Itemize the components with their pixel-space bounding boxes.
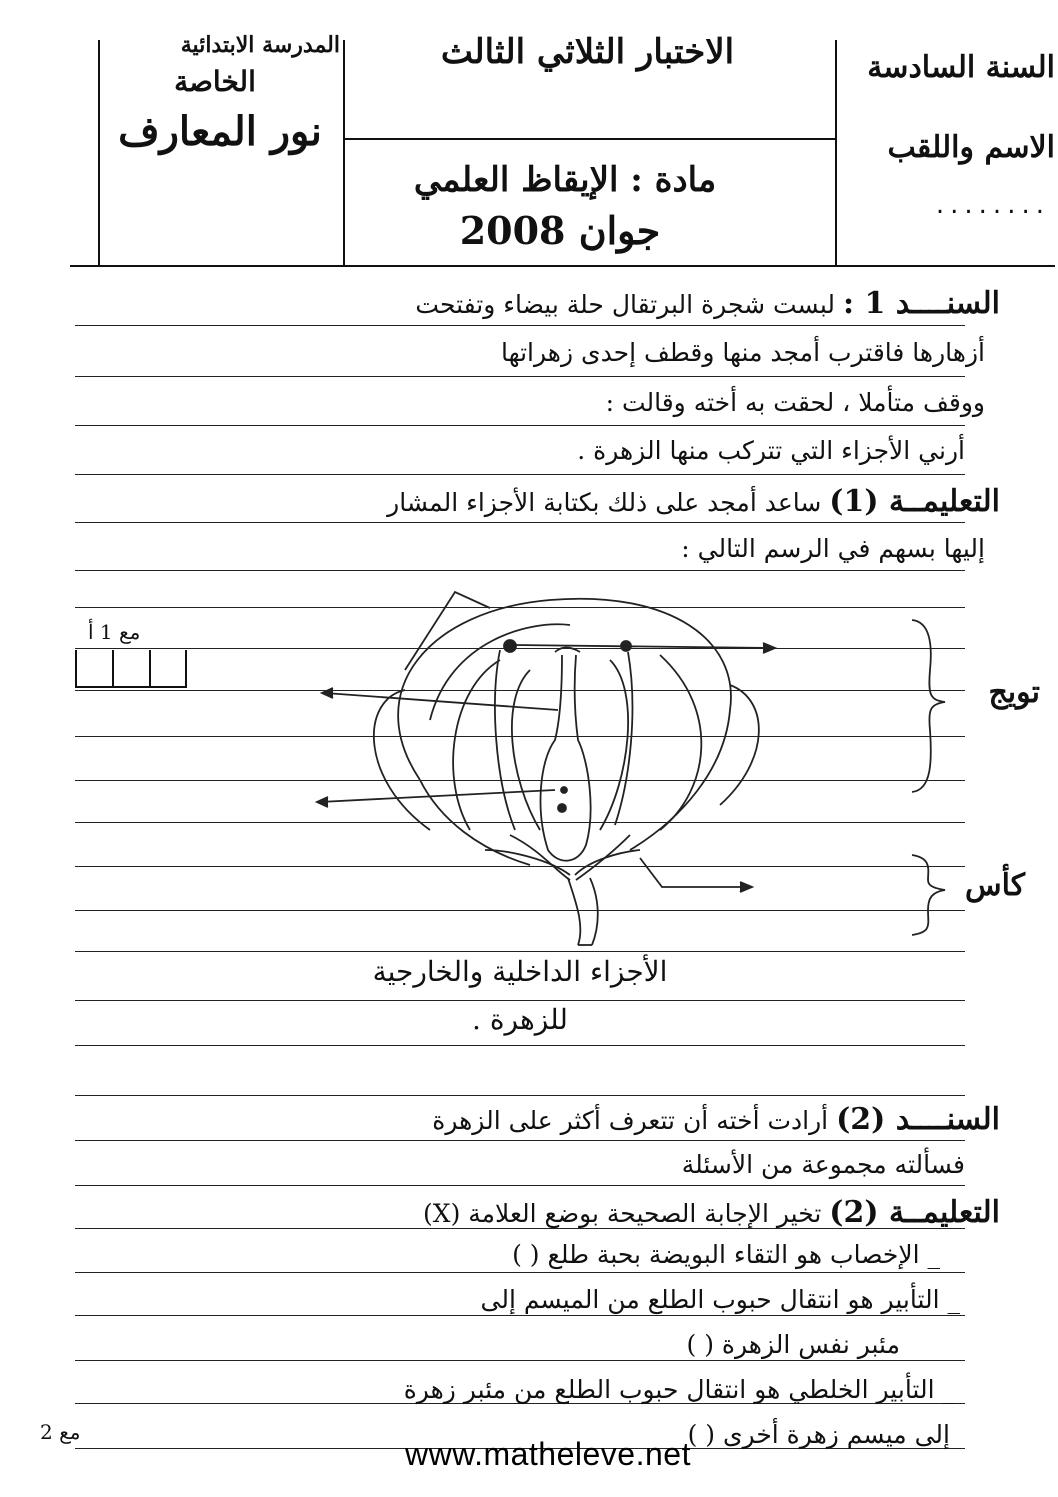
subject: مادة : الإيقاظ العلمي — [413, 160, 717, 200]
ruled-line — [75, 1095, 965, 1096]
task2-item-cross-pollination-cont: إلى ميسم زهرة أخرى ( ) — [687, 1420, 950, 1449]
task2-label: التعليمــة (2) — [829, 1195, 1000, 1230]
sanad1-line2: أزهارها فاقترب أمجد منها وقطف إحدى زهراتها — [500, 338, 985, 367]
score-box-label: مع 1 أ — [88, 620, 141, 644]
school-line2: الخاصة — [174, 65, 256, 98]
ruled-line — [75, 522, 965, 523]
diagram-caption-line2: للزهرة . — [472, 1003, 568, 1036]
header-divider — [343, 138, 835, 140]
header-bottom-border — [70, 265, 1055, 267]
watermark-url: www.matheleve.net — [405, 1436, 691, 1472]
task2-item-pollination-cont: مئبر نفس الزهرة ( ) — [686, 1330, 900, 1359]
task1-label: التعليمــة (1) — [829, 484, 1000, 519]
ruled-line — [75, 1045, 965, 1046]
ruled-line — [75, 376, 965, 377]
exam-date: جوان 2008 — [459, 208, 661, 253]
ruled-line — [75, 1000, 965, 1001]
sanad1-line3: ووقف متأملا ، لحقت به أخته وقالت : — [605, 388, 985, 417]
score-box — [75, 650, 187, 688]
sanad2-line2: فسألته مجموعة من الأسئلة — [681, 1150, 965, 1179]
ruled-line — [75, 1315, 965, 1316]
header-border-mid-left — [343, 40, 345, 265]
school-line1: المدرسة الابتدائية — [180, 32, 340, 58]
ruled-line — [75, 1272, 965, 1273]
label-corolla: تويج — [988, 675, 1040, 710]
task2-item-pollination: _ التأبير هو انتقال حبوب الطلع من الميسم إلى — [480, 1285, 960, 1314]
ruled-line — [75, 1360, 965, 1361]
sanad2-line1: السنــــد (2) أرادت أخته أن تتعرف أكثر على الزهرة — [432, 1102, 1000, 1137]
flower-diagram — [300, 580, 980, 970]
sanad1-label: السنــــد 1 : — [842, 286, 1000, 321]
sanad2-label: السنــــد (2) — [836, 1102, 1000, 1137]
sanad1-line1: السنــــد 1 : لبست شجرة البرتقال حلة بيضاء وتفتحت — [415, 286, 1000, 321]
sanad1-line4: أرني الأجزاء التي تتركب منها الزهرة . — [577, 436, 965, 465]
label-calyx: كأس — [964, 868, 1025, 903]
exam-title: الاختبار الثلاثي الثالث — [440, 32, 735, 72]
ruled-line — [75, 325, 965, 326]
task2-line: التعليمــة (2) تخير الإجابة الصحيحة بوضع العلامة (X) — [422, 1195, 1000, 1230]
header-border-mid-right — [835, 40, 837, 265]
grade: السنة السادسة — [867, 50, 1055, 85]
ruled-line — [75, 570, 965, 571]
ruled-line — [75, 425, 965, 426]
task1-line1: التعليمــة (1) ساعد أمجد على ذلك بكتابة الأجزاء المشار — [387, 484, 1000, 519]
task1-line2: إليها بسهم في الرسم التالي : — [681, 534, 985, 563]
task2-item-cross-pollination: _ التأبير الخلطي هو انتقال حبوب الطلع من مئبر زهرة — [403, 1375, 955, 1404]
school-name: نور المعارف — [118, 108, 322, 155]
name-label: الاسم واللقب — [887, 130, 1055, 165]
diagram-caption-line1: الأجزاء الداخلية والخارجية — [372, 955, 668, 988]
name-field: ........ — [935, 190, 1050, 220]
ruled-line — [75, 1185, 965, 1186]
ruled-line — [75, 474, 965, 475]
task2-item-fertilization: _ الإخصاب هو التقاء البويضة بحبة طلع ( ) — [512, 1240, 940, 1269]
margin-score: مع 2 — [40, 1420, 81, 1444]
ruled-line — [75, 1140, 965, 1141]
